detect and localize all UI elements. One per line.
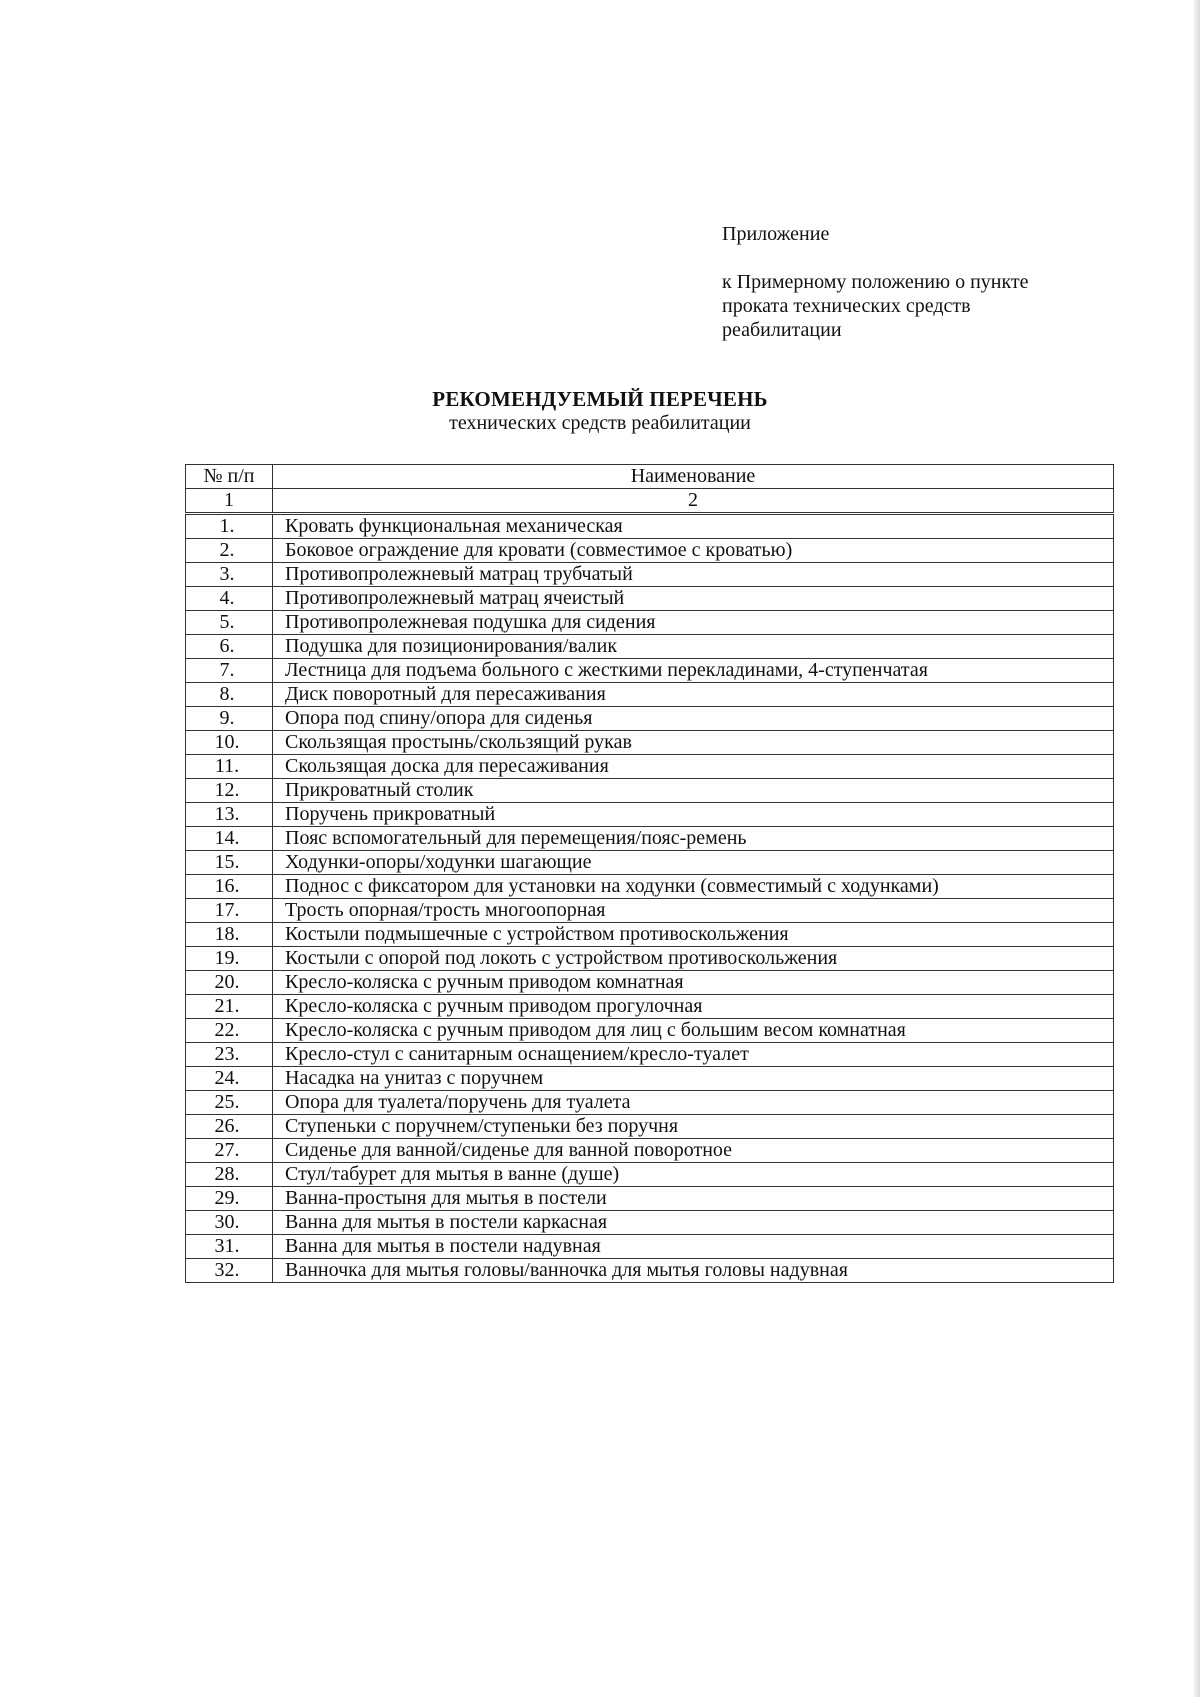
document-heading (0, 387, 1200, 435)
row-number: 26. (186, 1115, 273, 1139)
table-row (186, 947, 1114, 971)
table-row (186, 1043, 1114, 1067)
table-row (186, 539, 1114, 563)
table-row (186, 563, 1114, 587)
row-name: Опора под спину/опора для сиденья (273, 707, 1114, 731)
row-name: Ванночка для мытья головы/ванночка для мытья головы надувная (273, 1259, 1114, 1283)
column-number-row (186, 489, 1114, 514)
appendix-block (722, 222, 1122, 342)
row-name: Сиденье для ванной/сиденье для ванной поворотное (273, 1139, 1114, 1163)
row-name: Костыли подмышечные с устройством противоскольжения (273, 923, 1114, 947)
row-name: Подушка для позиционирования/валик (273, 635, 1114, 659)
table-row (186, 635, 1114, 659)
row-name: Трость опорная/трость многоопорная (273, 899, 1114, 923)
row-number: 16. (186, 875, 273, 899)
table-row (186, 875, 1114, 899)
row-number: 28. (186, 1163, 273, 1187)
row-number: 24. (186, 1067, 273, 1091)
row-name: Пояс вспомогательный для перемещения/пояс-ремень (273, 827, 1114, 851)
header-name: Наименование (273, 465, 1114, 489)
table-row (186, 1139, 1114, 1163)
row-number: 23. (186, 1043, 273, 1067)
page-edge (1194, 0, 1200, 1697)
table-row (186, 587, 1114, 611)
table-row (186, 827, 1114, 851)
row-number: 21. (186, 995, 273, 1019)
row-number: 11. (186, 755, 273, 779)
table-row (186, 1211, 1114, 1235)
row-name: Кровать функциональная механическая (273, 514, 1114, 539)
table-row (186, 683, 1114, 707)
table-row (186, 1163, 1114, 1187)
table-row (186, 755, 1114, 779)
row-number: 13. (186, 803, 273, 827)
table-body (186, 514, 1114, 1283)
row-number: 15. (186, 851, 273, 875)
row-number: 2. (186, 539, 273, 563)
row-name: Скользящая простынь/скользящий рукав (273, 731, 1114, 755)
row-number: 29. (186, 1187, 273, 1211)
row-number: 3. (186, 563, 273, 587)
row-number: 4. (186, 587, 273, 611)
table-row (186, 923, 1114, 947)
row-name: Костыли с опорой под локоть с устройством противоскольжения (273, 947, 1114, 971)
table-row (186, 899, 1114, 923)
row-name: Кресло-коляска с ручным приводом прогулочная (273, 995, 1114, 1019)
table-row (186, 779, 1114, 803)
table-row (186, 1067, 1114, 1091)
equipment-table (185, 464, 1114, 1283)
row-name: Ходунки-опоры/ходунки шагающие (273, 851, 1114, 875)
row-number: 12. (186, 779, 273, 803)
table-row (186, 1019, 1114, 1043)
row-name: Опора для туалета/поручень для туалета (273, 1091, 1114, 1115)
row-name: Стул/табурет для мытья в ванне (душе) (273, 1163, 1114, 1187)
row-name: Противопролежневый матрац ячеистый (273, 587, 1114, 611)
appendix-title: Приложение (722, 223, 830, 245)
row-number: 6. (186, 635, 273, 659)
table-row (186, 731, 1114, 755)
row-name: Кресло-стул с санитарным оснащением/кресло-туалет (273, 1043, 1114, 1067)
row-number: 25. (186, 1091, 273, 1115)
row-number: 30. (186, 1211, 273, 1235)
table-header-row (186, 465, 1114, 489)
table-row (186, 1187, 1114, 1211)
row-name: Противопролежневая подушка для сидения (273, 611, 1114, 635)
column-number-1: 1 (186, 489, 273, 514)
table-row (186, 611, 1114, 635)
row-name: Кресло-коляска с ручным приводом комнатная (273, 971, 1114, 995)
table-row (186, 1091, 1114, 1115)
row-name: Ванна для мытья в постели надувная (273, 1235, 1114, 1259)
row-number: 32. (186, 1259, 273, 1283)
row-number: 19. (186, 947, 273, 971)
document-title: РЕКОМЕНДУЕМЫЙ ПЕРЕЧЕНЬ (432, 387, 768, 411)
row-name: Противопролежневый матрац трубчатый (273, 563, 1114, 587)
row-name: Скользящая доска для пересаживания (273, 755, 1114, 779)
row-number: 14. (186, 827, 273, 851)
row-name: Кресло-коляска с ручным приводом для лиц с большим весом комнатная (273, 1019, 1114, 1043)
header-number: № п/п (186, 465, 273, 489)
table-row (186, 851, 1114, 875)
table-row (186, 803, 1114, 827)
row-name: Поручень прикроватный (273, 803, 1114, 827)
row-name: Лестница для подъема больного с жесткими перекладинами, 4-ступенчатая (273, 659, 1114, 683)
table-row (186, 971, 1114, 995)
table-row (186, 659, 1114, 683)
row-number: 10. (186, 731, 273, 755)
row-name: Насадка на унитаз с поручнем (273, 1067, 1114, 1091)
row-number: 18. (186, 923, 273, 947)
appendix-text: к Примерному положению о пункте проката технических средств реабилитации (722, 271, 1029, 341)
row-number: 1. (186, 514, 273, 539)
column-number-2: 2 (273, 489, 1114, 514)
table-row (186, 514, 1114, 539)
document-subtitle: технических средств реабилитации (449, 412, 751, 434)
row-name: Диск поворотный для пересаживания (273, 683, 1114, 707)
row-number: 17. (186, 899, 273, 923)
row-number: 22. (186, 1019, 273, 1043)
table-row (186, 1235, 1114, 1259)
row-number: 27. (186, 1139, 273, 1163)
row-number: 31. (186, 1235, 273, 1259)
table-row (186, 1115, 1114, 1139)
row-number: 5. (186, 611, 273, 635)
row-name: Ванна-простыня для мытья в постели (273, 1187, 1114, 1211)
row-number: 9. (186, 707, 273, 731)
row-name: Ступеньки с поручнем/ступеньки без поручня (273, 1115, 1114, 1139)
row-number: 7. (186, 659, 273, 683)
row-name: Ванна для мытья в постели каркасная (273, 1211, 1114, 1235)
row-name: Боковое ограждение для кровати (совместимое с кроватью) (273, 539, 1114, 563)
row-number: 8. (186, 683, 273, 707)
table-row (186, 707, 1114, 731)
row-number: 20. (186, 971, 273, 995)
table-row (186, 1259, 1114, 1283)
table-row (186, 995, 1114, 1019)
row-name: Поднос с фиксатором для установки на ходунки (совместимый с ходунками) (273, 875, 1114, 899)
row-name: Прикроватный столик (273, 779, 1114, 803)
equipment-table-wrapper (185, 464, 1113, 1283)
